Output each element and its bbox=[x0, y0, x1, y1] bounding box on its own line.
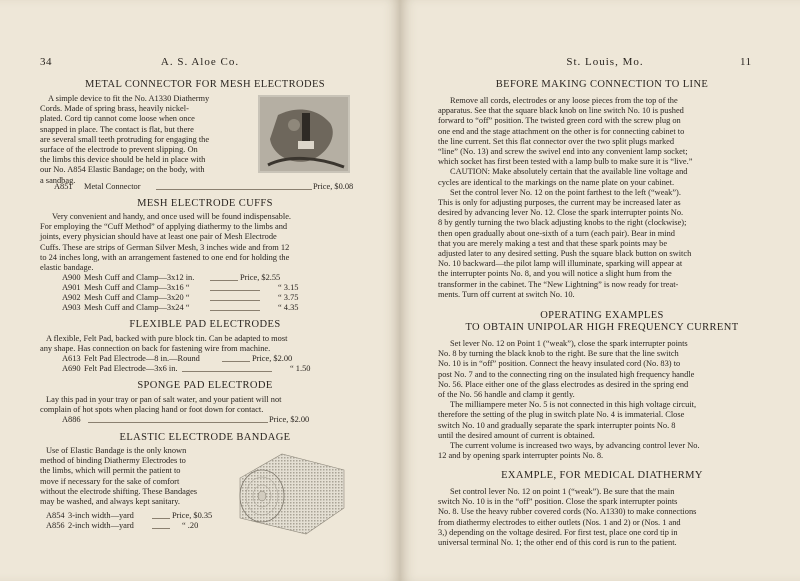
elastic-bandage-title: ELASTIC ELECTRODE BANDAGE bbox=[119, 432, 291, 443]
right-page-number: 11 bbox=[740, 56, 752, 68]
left-page: 34 A. S. Aloe Co. METAL CONNECTOR FOR MESH ELECTRODES A simple device to fit the No. A1330 Diathermy Cords. Made of spring brass, heavily nickel- plated. Cord tip cannot come loose when once snapped in place. The contact is flat, but there are several small teeth protruding for engaging the surface of the electrode to prevent slipping. On the limbs this device should be held in place with our No. A854 Elastic Bandage; on the body, with a sandbag. A851 Metal Connector Price, $0.08 MESH ELECTRODE CUFFS Very convenient and handy, and once used will be found indispensable. For employing the “Cuff Method” of applying diathermy to the limbs and joints, every physician should have at least one pair of Mesh Electrode Cuffs. These are strips of German Silver Mesh, 3 inches wide and from 12 to 24 inches long, with an arrangement fastened to one end for holding the elastic bandage. A900 Mesh Cuff and Clamp—3x12 in. Price, $2.55 A901 Mesh Cuff and Clamp—3x16 “ “ 3.15 A902 Mesh Cuff and Clamp—3x20 “ “ 3.75 A903 Mesh Cuff and Clamp—3x24 “ “ 4.35 FLEXIBLE PAD ELECTRODES A flexible, Felt Pad, backed with pure block tin. Can be adapted to most any shape. Has connection on back for fastening wire from machine. A613 Felt Pad Electrode—8 in.—Round Price, $2.00 A690 Felt Pad Electrode—3x6 in. “ 1.50 SPONGE PAD ELECTRODE Lay this pad in your tray or pan of salt water, and your patient will not complain of hot spots when placing hand or foot down for contact. A886 Price, $2.00 ELASTIC ELECTRODE BANDAGE Use of Elastic Bandage is the only known method of binding Diathermy Electrodes to the limbs, which will permit the patient to move if necessary for the sake of comfort without the electrode shifting. These Bandages may be washed, and always kept sanitary. A854 3-inch width—yard Price, $0.35 A856 2-inch width—yard “ .20 bbox=[0, 0, 400, 581]
metal-connector-photo bbox=[258, 95, 350, 173]
right-running-header: St. Louis, Mo. bbox=[566, 56, 644, 68]
right-page bbox=[400, 0, 800, 581]
before-connection-text: Remove all cords, electrodes or any loose pieces from the top of the apparatus. See that the square black knob on line switch No. 10 is pushed forward to “off” position. The twisted green cord with the screw plug on one end and the stage attachment on the other is for connecting cabinet to the line current. Set this flat connector over the two split plugs marked “line” (No. 13) and screw the swivel end into any convenient lamp socket; which socket has first been tested with a lamp bulb to make sure it is “live.” CAUTION: Make absolutely certain that the available line voltage and cycles are identical to the markings on the name plate on your cabinet. Set the control lever No. 12 on the point farthest to the left (“weak”). This is only for adjusting purposes, the current may be increased later as desired by advancing lever No. 12. Close the spark interrupter points No. 8 by gently turning the two black adjusting knobs to the right (clockwise); then open gradually about one-sixth of a turn (each pair). Bear in mind that you are merely making a test and that these spark points may be adjusted later to any desired setting. Push the square black button on switch No. 10 backward—the pilot lamp will illuminate, sparking will appear at the interrupter points No. 8, and you will notice a slight hum from the transformer in the cabinet. The “New Lightning” is now ready for treat- ments. Turn off current at switch No. 10. bbox=[438, 96, 693, 299]
mesh-cuffs-text: Very convenient and handy, and once used will be found indispensable. For employing the “Cuff Method” of applying diathermy to the limbs and joints, every physician should have at least one pair of Mesh Electrode Cuffs. These are strips of German Silver Mesh, 3 inches wide and from 12 to 24 inches long, with an arrangement fastened to one end for holding the elastic bandage. bbox=[40, 212, 292, 273]
flexible-pad-text: A flexible, Felt Pad, backed with pure block tin. Can be adapted to most any shape. Has connection on back for fastening wire from machine. bbox=[40, 334, 288, 354]
flexible-pad-title: FLEXIBLE PAD ELECTRODES bbox=[129, 319, 281, 330]
sponge-pad-text: Lay this pad in your tray or pan of salt water, and your patient will not complain of hot spots when placing hand or foot down for contact. bbox=[40, 395, 282, 415]
mesh-cuffs-title: MESH ELECTRODE CUFFS bbox=[137, 198, 273, 209]
medical-diathermy-title: EXAMPLE, FOR MEDICAL DIATHERMY bbox=[501, 470, 703, 481]
elastic-bandage-text: Use of Elastic Bandage is the only known method of binding Diathermy Electrodes to the limbs, which will permit the patient to move if necessary for the sake of comfort without the electrode shifting. These Bandages may be washed, and always kept sanitary. bbox=[40, 446, 198, 507]
medical-diathermy-text: Set control lever No. 12 on point 1 (“weak”). Be sure that the main switch No. 10 is in the “off” position. Close the spark interrupter points No. 8. Use the heavy rubber covered cords (No. A1330) to make connections from diathermy electrodes to either outlets (Nos. 1 and 2) or (Nos. 1 and 3,) depending on the voltage desired. For first test, place one cord tip in universal terminal No. 1; the other end of this cord is run to the patient. bbox=[438, 487, 697, 548]
operating-examples-title: OPERATING EXAMPLES bbox=[540, 310, 664, 321]
before-connection-title: BEFORE MAKING CONNECTION TO LINE bbox=[495, 79, 709, 90]
elastic-bandage-roll-photo bbox=[236, 448, 348, 544]
metal-connector-text: A simple device to fit the No. A1330 Diathermy Cords. Made of spring brass, heavily nickel- plated. Cord tip cannot come loose when once snapped in place. The contact is flat, but there are several small teeth protruding for engaging the surface of the electrode to prevent slipping. On the limbs this device should be held in place with our No. A854 Elastic Bandage; on the body, with a sandbag. bbox=[40, 94, 210, 185]
metal-connector-title: METAL CONNECTOR FOR MESH ELECTRODES bbox=[84, 79, 326, 90]
left-page-number: 34 bbox=[40, 56, 52, 68]
sponge-pad-title: SPONGE PAD ELECTRODE bbox=[137, 380, 273, 391]
left-running-header: A. S. Aloe Co. bbox=[160, 56, 240, 68]
operating-examples-text: Set lever No. 12 on Point 1 (“weak”), close the spark interrupter points No. 8 by turning the black knob to the right. Be sure that the line switch No. 10 is in “off” position. Connect the heavy insulated cord (No. 83) to post No. 7 and to the connecting ring on the insulated high frequency handle No. 56. Place either one of the glass electrodes as desired in the spring end of the No. 56 handle and clamp it gently. The milliampere meter No. 5 is not connected in this high voltage circuit, therefore the setting of the plug in switch plate No. 4 is immaterial. Close switch No. 10 and gradually separate the spark interrupter points No. 8 until the desired amount of current is obtained. The current volume is increased two ways, by advancing control lever No. 12 and by opening spark interrupter points No. 8. bbox=[438, 339, 700, 461]
operating-examples-subtitle: TO OBTAIN UNIPOLAR HIGH FREQUENCY CURRENT bbox=[465, 322, 739, 333]
